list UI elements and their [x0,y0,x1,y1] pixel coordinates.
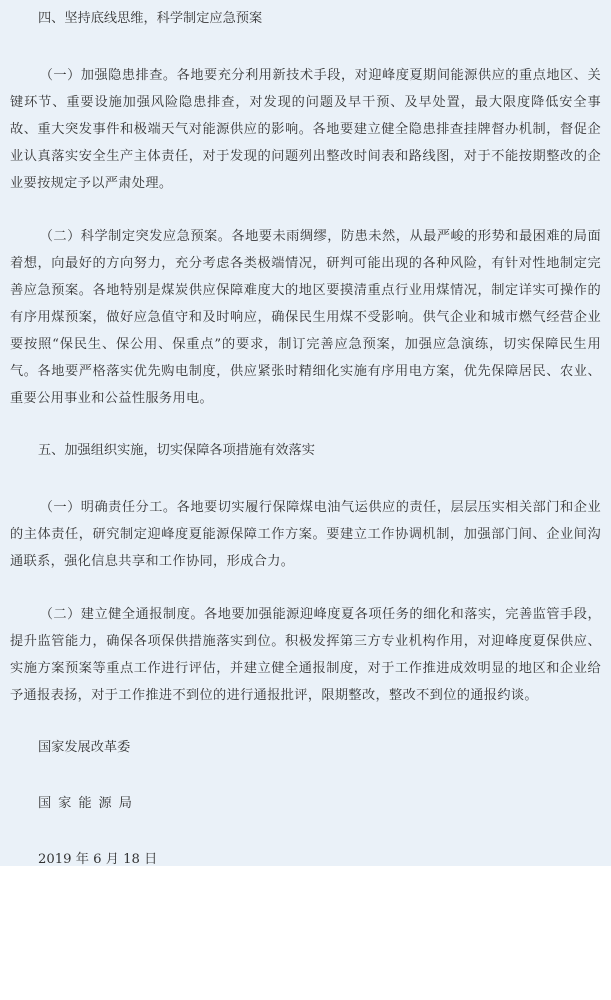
signature-ndrc: 国家发展改革委 [38,740,131,755]
paragraph-notification-system: （二）建立健全通报制度。各地要加强能源迎峰度夏各项任务的细化和落实，完善监管手段，提升监管能力，确保各项保供措施落实到位。积极发挥第三方专业机构作用，对迎峰度夏保供应、实施方案预案等重点工作进行评估，并建立健全通报制度，对于工作推进成效明显的地区和企业给予通报表扬，对于工作推进不到位的进行通报批评，限期整改，整改不到位的通报约谈。 [10,607,601,703]
section-heading-4: 四、坚持底线思维，科学制定应急预案 [38,11,263,26]
paragraph-responsibility: （一）明确责任分工。各地要切实履行保障煤电油气运供应的责任，层层压实相关部门和企业的主体责任，研究制定迎峰度夏能源保障工作方案。要建立工作协调机制，加强部门间、企业间沟通联系，强化信息共享和工作协同，形成合力。 [10,500,601,569]
signature-date: 2019 年 6 月 18 日 [38,852,158,867]
section-heading-5: 五、加强组织实施，切实保障各项措施有效落实 [38,443,315,458]
signature-nea: 国家能源局 [38,796,139,811]
paragraph-emergency-plan: （二）科学制定突发应急预案。各地要未雨绸缪，防患未然，从最严峻的形势和最困难的局面着想，向最好的方向努力，充分考虑各类极端情况，研判可能出现的各种风险，有针对性地制定完善应急预案。各地特别是煤炭供应保障难度大的地区要摸清重点行业用煤情况，制定详实可操作的有序用煤预案，做好应急值守和及时响应，确保民生用煤不受影响。供气企业和城市燃气经营企业要按照“保民生、保公用、保重点”的要求，制订完善应急预案，加强应急演练，切实保障民生用气。各地要严格落实优先购电制度，供应紧张时精细化实施有序用电方案，优先保障居民、农业、重要公用事业和公益性服务用电。 [10,229,601,406]
paragraph-hazard-inspection: （一）加强隐患排查。各地要充分利用新技术手段，对迎峰度夏期间能源供应的重点地区、关键环节、重要设施加强风险隐患排查，对发现的问题及早干预、及早处置，最大限度降低安全事故、重大突发事件和极端天气对能源供应的影响。各地要建立健全隐患排查挂牌督办机制，督促企业认真落实安全生产主体责任，对于发现的问题列出整改时间表和路线图，对于不能按期整改的企业要按规定予以严肃处理。 [10,68,601,191]
blank-area [0,866,611,1000]
